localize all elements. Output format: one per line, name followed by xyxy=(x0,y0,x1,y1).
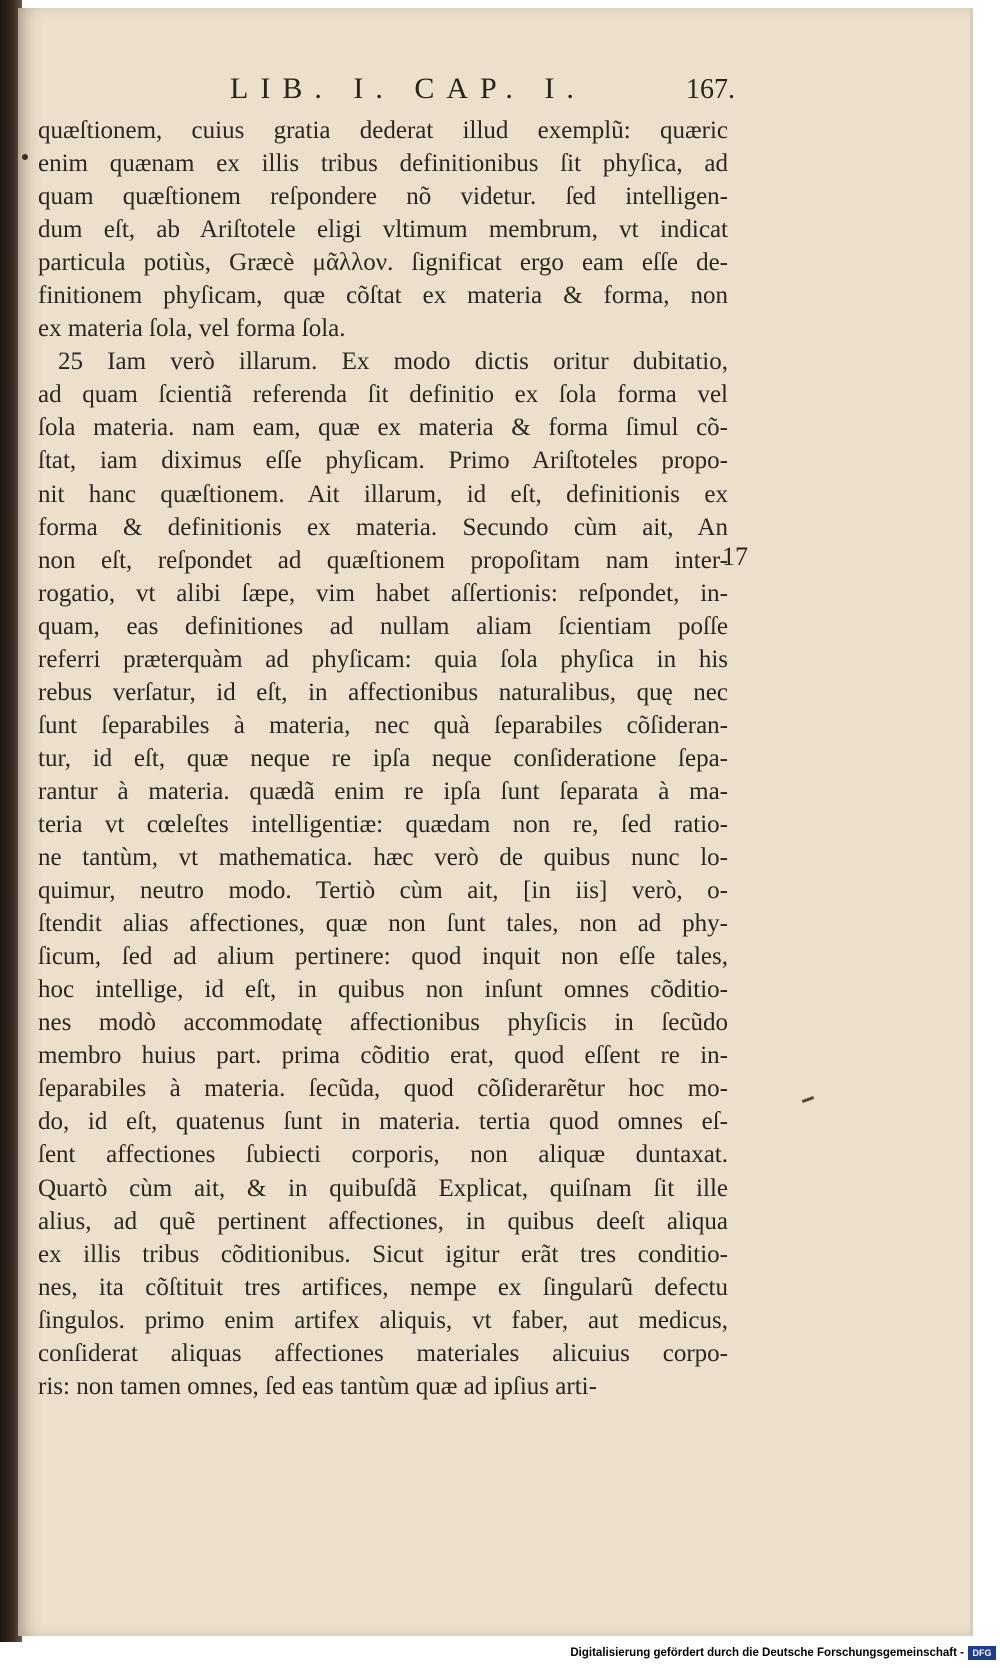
text-line: ſent affectiones ſubiecti corporis, non aliquæ duntaxat. xyxy=(38,1141,728,1169)
text-line: tur, id eſt, quæ neque re ipſa neque conſideratione ſepa- xyxy=(38,744,728,772)
text-line: enim quænam ex illis tribus definitionibus ſit phyſica, ad xyxy=(38,150,728,178)
text-line: ex materia ſola, vel forma ſola. xyxy=(38,315,346,343)
text-line: rebus verſatur, id eſt, in affectionibus naturalibus, quę nec xyxy=(38,678,728,706)
text-line: ne tantùm, vt mathematica. hæc verò de quibus nunc lo- xyxy=(38,844,728,872)
text-line: nes, ita cõſtituit tres artifices, nempe ex ſingularũ defectu xyxy=(38,1273,728,1301)
text-line: ſtendit alias affectiones, quæ non ſunt tales, non ad phy- xyxy=(38,910,728,938)
text-line: quam, eas definitiones ad nullam aliam ſcientiam poſſe xyxy=(38,612,728,640)
text-line: alius, ad quẽ pertinent affectiones, in quibus deeſt aliqua xyxy=(38,1207,728,1235)
text-line: ad quam ſcientiã referenda ſit definitio ex ſola forma vel xyxy=(38,381,728,409)
text-line: ſola materia. nam eam, quæ ex materia & forma ſimul cõ- xyxy=(38,414,728,442)
running-head: LIB. I. CAP. I. xyxy=(230,72,586,105)
margin-mark xyxy=(802,1096,814,1103)
text-line: do, id eſt, quatenus ſunt in materia. tertia quod omnes eſ- xyxy=(38,1108,728,1136)
text-line: nes modò accommodatę affectionibus phyſicis in ſecũdo xyxy=(38,1009,728,1037)
text-line: forma & definitionis ex materia. Secundo cùm ait, An xyxy=(38,513,728,541)
page-header xyxy=(18,72,970,112)
text-line: quam quæſtionem reſpondere nõ videtur. ſed intelligen- xyxy=(38,183,728,211)
dfg-logo: DFG xyxy=(968,1646,996,1660)
text-line: hoc intellige, id eſt, in quibus non inſunt omnes cõditio- xyxy=(38,976,728,1004)
text-line: quæſtionem, cuius gratia dederat illud exemplũ: quæric xyxy=(38,117,728,144)
text-line: non eſt, reſpondet ad quæſtionem propoſitam nam inter- xyxy=(38,546,728,574)
text-line: ris: non tamen omnes, ſed eas tantùm quæ ad ipſius arti- xyxy=(38,1372,597,1400)
text-line: ſeparabiles à materia. ſecũda, quod cõſiderarẽtur hoc mo- xyxy=(38,1075,728,1103)
text-line: referri præterquàm ad phyſicam: quia ſola phyſica in his xyxy=(38,645,728,673)
text-line: Quartò cùm ait, & in quibuſdã Explicat, quiſnam ſit ille xyxy=(38,1174,728,1202)
text-line: conſiderat aliquas affectiones materiales alicuius corpo- xyxy=(38,1339,728,1367)
text-line: membro huius part. prima cõditio erat, quod eſſent re in- xyxy=(38,1042,728,1070)
text-line: 25 Iam verò illarum. Ex modo dictis oritur dubitatio, xyxy=(58,348,728,376)
body-text xyxy=(38,114,728,1403)
margin-mark xyxy=(22,154,28,160)
text-line: ex illis tribus cõditionibus. Sicut igitur erãt tres conditio- xyxy=(38,1240,728,1268)
text-line: finitionem phyſicam, quæ cõſtat ex materia & forma, non xyxy=(38,282,728,310)
footer-credit: Digitalisierung gefördert durch die Deutsche Forschungsgemeinschaft - xyxy=(570,1647,964,1659)
page-number: 167. xyxy=(686,74,735,105)
text-line: teria vt cœleſtes intelligentiæ: quædam non re, ſed ratio- xyxy=(38,810,728,838)
text-line: ſicum, ſed ad alium pertinere: quod inquit non eſſe tales, xyxy=(38,943,728,971)
margin-note: 17 xyxy=(722,542,748,571)
text-line: ſunt ſeparabiles à materia, nec quà ſeparabiles cõſideran- xyxy=(38,711,728,739)
text-line: ſingulos. primo enim artifex aliquis, vt faber, aut medicus, xyxy=(38,1306,728,1334)
text-line: rantur à materia. quædã enim re ipſa ſunt ſeparata à ma- xyxy=(38,777,728,805)
text-line: dum eſt, ab Ariſtotele eligi vltimum membrum, vt indicat xyxy=(38,216,728,244)
digitization-footer xyxy=(0,1642,1000,1667)
book-page xyxy=(18,8,973,1636)
text-line: ſtat, iam diximus eſſe phyſicam. Primo Ariſtoteles propo- xyxy=(38,447,728,475)
text-line: quimur, neutro modo. Tertiò cùm ait, [in iis] verò, o- xyxy=(38,877,728,905)
text-line: rogatio, vt alibi ſæpe, vim habet aſſertionis: reſpondet, in- xyxy=(38,579,728,607)
text-line: nit hanc quæſtionem. Ait illarum, id eſt, definitionis ex xyxy=(38,480,728,508)
text-line: particula potiùs, Græcè μᾶλλον. ſignificat ergo eam eſſe de- xyxy=(38,249,728,277)
